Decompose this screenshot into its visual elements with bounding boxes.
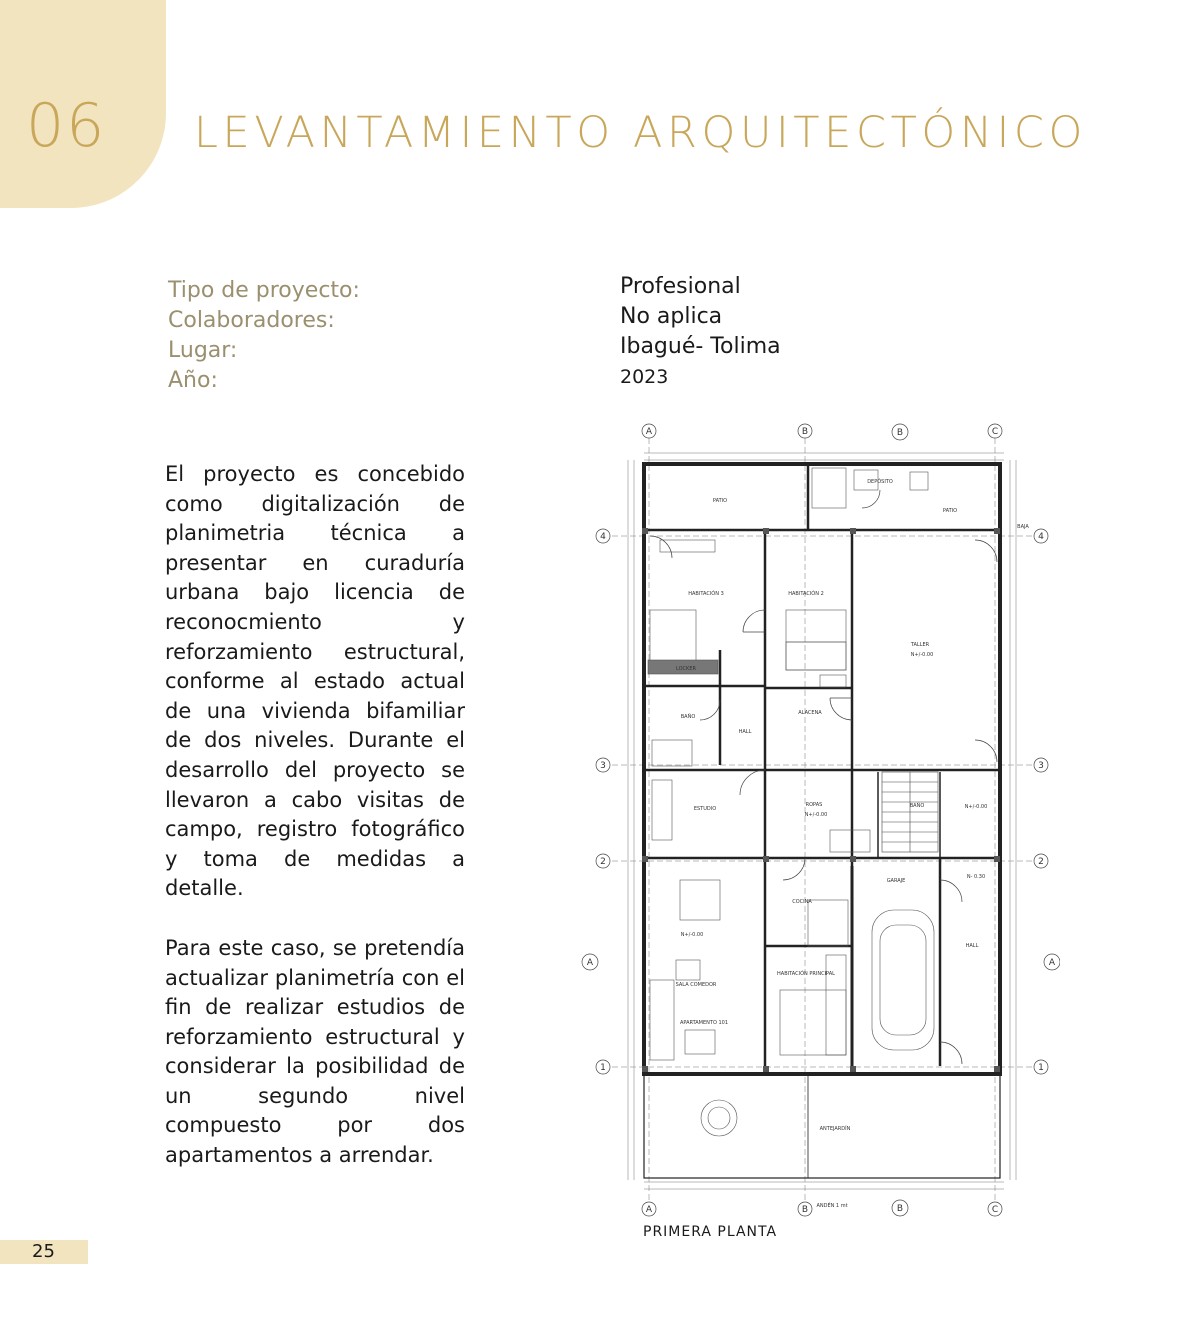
value-collaborators: No aplica [620, 304, 723, 329]
grid-lines [612, 438, 1032, 1210]
svg-text:TALLER: TALLER [910, 642, 930, 648]
svg-text:HABITACIÓN 3: HABITACIÓN 3 [688, 591, 724, 597]
section-title: LEVANTAMIENTO ARQUITECTÓNICO [194, 108, 1087, 158]
project-info-labels [168, 276, 360, 396]
page-number: 25 [32, 1241, 55, 1262]
svg-text:A: A [586, 958, 594, 968]
svg-text:A: A [645, 1205, 653, 1215]
svg-text:ANTEJARDÍN: ANTEJARDÍN [819, 1126, 851, 1132]
svg-text:A: A [645, 427, 653, 437]
svg-text:N- 0.30: N- 0.30 [966, 874, 986, 880]
svg-text:ROPAS: ROPAS [805, 802, 823, 808]
svg-text:B: B [801, 1205, 809, 1215]
svg-text:N+/-0.00: N+/-0.00 [680, 932, 704, 938]
svg-text:N+/-0.00: N+/-0.00 [804, 812, 828, 818]
svg-text:BAÑO: BAÑO [909, 803, 925, 809]
svg-text:HABITACIÓN PRINCIPAL: HABITACIÓN PRINCIPAL [777, 971, 835, 977]
svg-text:DEPÓSITO: DEPÓSITO [867, 479, 893, 485]
label-year: Año: [168, 368, 218, 393]
svg-text:2: 2 [600, 857, 606, 867]
svg-text:PATIO: PATIO [712, 498, 728, 504]
svg-text:B: B [801, 427, 809, 437]
value-year: 2023 [620, 366, 669, 388]
walls [644, 464, 1000, 1178]
svg-text:BAÑO: BAÑO [680, 714, 696, 720]
svg-text:4: 4 [1038, 532, 1044, 542]
svg-text:A: A [1048, 958, 1056, 968]
label-project-type: Tipo de proyecto: [168, 278, 360, 303]
svg-text:2: 2 [1038, 857, 1044, 867]
svg-text:1: 1 [600, 1063, 606, 1073]
svg-text:C: C [991, 1205, 999, 1215]
svg-text:SALA COMEDOR: SALA COMEDOR [675, 982, 717, 988]
axis-labels [587, 427, 1056, 1215]
svg-text:B: B [896, 428, 904, 438]
value-location: Ibagué- Tolima [620, 334, 781, 359]
svg-text:GARAJE: GARAJE [886, 878, 906, 884]
floor-plan-caption: PRIMERA PLANTA [643, 1224, 778, 1240]
stair [882, 772, 938, 852]
project-info-values [620, 272, 781, 392]
svg-text:HALL: HALL [738, 729, 752, 735]
project-description [165, 460, 465, 1171]
svg-text:4: 4 [600, 532, 606, 542]
svg-text:ALACENA: ALACENA [798, 710, 822, 716]
svg-text:LOCKER: LOCKER [676, 666, 696, 672]
svg-text:N+/-0.00: N+/-0.00 [910, 652, 934, 658]
label-collaborators: Colaboradores: [168, 308, 335, 333]
svg-text:N+/-0.00: N+/-0.00 [964, 804, 988, 810]
svg-text:HABITACIÓN 2: HABITACIÓN 2 [788, 591, 824, 597]
svg-text:ANDÉN 1 mt: ANDÉN 1 mt [816, 1203, 848, 1209]
svg-text:B: B [896, 1204, 904, 1214]
svg-text:COCINA: COCINA [792, 899, 812, 905]
axis-markers [582, 424, 1060, 1216]
svg-text:BAJA: BAJA [1017, 524, 1029, 530]
svg-text:3: 3 [600, 761, 606, 771]
floor-plan-drawing [580, 420, 1060, 1220]
svg-text:C: C [991, 427, 999, 437]
svg-text:PATIO: PATIO [942, 508, 958, 514]
svg-text:ESTUDIO: ESTUDIO [693, 806, 717, 812]
svg-text:3: 3 [1038, 761, 1044, 771]
value-project-type: Profesional [620, 274, 741, 299]
svg-text:HALL: HALL [965, 943, 979, 949]
wall-columns [642, 528, 1000, 1072]
section-number: 06 [26, 91, 107, 161]
door-swings [650, 490, 997, 1064]
description-paragraph: El proyecto es concebido como digitalización de planimetria técnica a presentar en curaduría urbana bajo licencia de reconocmiento y reforzamiento estructural, conforme al estado actual de una vivienda bifamiliar de dos niveles. Durante el desarrollo del proyecto se llevaron a cabo visitas de campo, registro fotográfico y toma de medidas a detalle. [165, 462, 465, 901]
description-paragraph: Para este caso, se pretendía actualizar planimetría con el fin de realizar estudios de reforzamiento estructural y considerar la posibilidad de un segundo nivel compuesto por dos apartamentos a arrendar. [165, 935, 465, 1168]
label-location: Lugar: [168, 338, 238, 363]
svg-text:APARTAMENTO 101: APARTAMENTO 101 [679, 1020, 729, 1026]
svg-text:1: 1 [1038, 1063, 1044, 1073]
